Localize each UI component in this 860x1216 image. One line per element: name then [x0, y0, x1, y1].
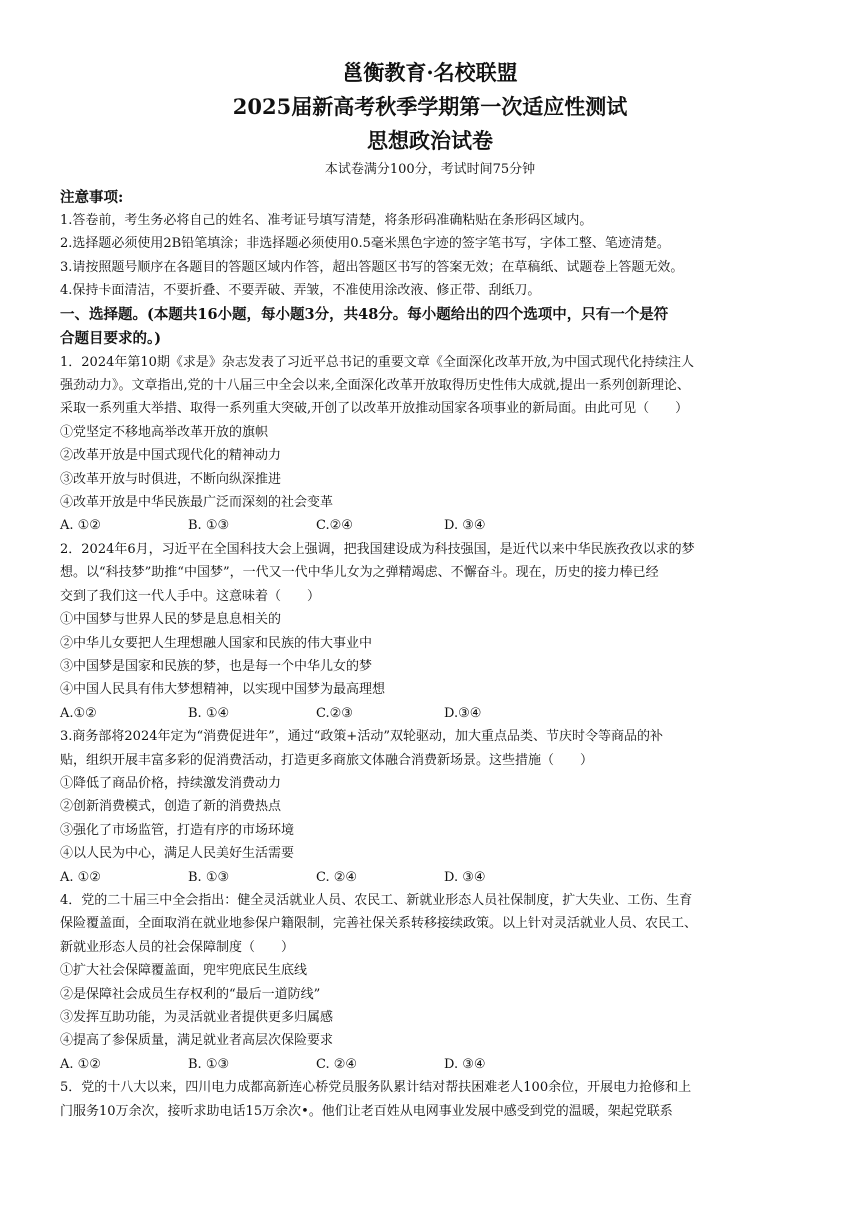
option-d: D. ③④	[444, 518, 486, 534]
option-d: D.③④	[444, 705, 482, 721]
question-5	[60, 1076, 800, 1123]
option-c: C.②③	[316, 705, 353, 721]
notice-item: 1.答卷前，考生务必将自己的姓名、准考证号填写清楚，将条形码准确粘贴在条形码区域内。	[60, 213, 593, 228]
option-a: A. ①②	[60, 1056, 101, 1072]
question-stem: 贴，组织开展丰富多彩的促消费活动，打造更多商旅文体融合消费新场景。这些措施（ ）	[60, 752, 594, 768]
title-line-3: 思想政治试卷	[367, 128, 493, 153]
statement-item: ④改革开放是中华民族最广泛而深刻的社会变革	[60, 495, 334, 511]
question-stem: 强劲动力》。文章指出,党的十八届三中全会以来,全面深化改革开放取得历史性伟大成就,提出一系列创新理论、	[60, 378, 690, 394]
option-a: A. ①②	[60, 869, 101, 885]
question-stem: 1．2024年第10期《求是》杂志发表了习近平总书记的重要文章《全面深化改革开放,为中国式现代化持续注人	[60, 354, 695, 370]
question-stem: 想。以“科技梦”助推“中国梦”，一代又一代中华儿女为之弹精竭虑、不懈奋斗。现在，历史的接力棒已经	[60, 565, 659, 581]
option-a: A. ①②	[60, 518, 101, 534]
option-b: B. ①④	[188, 705, 230, 721]
option-c: C. ②④	[316, 869, 358, 885]
option-b: B. ①③	[188, 518, 230, 534]
statement-item: ④以人民为中心，满足人民美好生活需要	[60, 846, 295, 862]
option-b: B. ①③	[188, 869, 230, 885]
question-4	[60, 889, 800, 1076]
answer-options	[60, 866, 800, 889]
statement-item: ②创新消费模式，创造了新的消费热点	[60, 799, 282, 815]
exam-info: 本试卷满分100分，考试时间75分钟	[324, 162, 536, 177]
question-2	[60, 538, 800, 725]
option-c: C.②④	[316, 518, 353, 534]
statement-item: ①扩大社会保障覆盖面，兜牢兜底民生底线	[60, 963, 308, 979]
statement-item: ③中国梦是国家和民族的梦，也是每一个中华儿女的梦	[60, 658, 373, 674]
statement-item: ②改革开放是中国式现代化的精神动力	[60, 448, 282, 464]
statement-item: ④中国人民具有伟大梦想精神，以实现中国梦为最高理想	[60, 682, 386, 698]
option-b: B. ①③	[188, 1056, 230, 1072]
answer-options	[60, 702, 800, 725]
question-stem: 2．2024年6月，习近平在全国科技大会上强调，把我国建设成为科技强国，是近代以来中华民族孜孜以求的梦	[60, 541, 695, 557]
statement-item: ④提高了参保质量，满足就业者高层次保险要求	[60, 1033, 334, 1049]
notice-item: 3.请按照题号顺序在各题目的答题区域内作答，超出答题区书写的答案无效；在草稿纸、试题卷上答题无效。	[60, 259, 684, 275]
question-stem: 3.商务部将2024年定为“消费促进年”，通过“政策+活动”双轮驱动，加大重点品类、节庆时令等商品的补	[60, 729, 663, 745]
question-stem: 新就业形态人员的社会保障制度（ ）	[60, 939, 295, 955]
option-d: D. ③④	[444, 869, 486, 885]
exam-page	[60, 56, 800, 1123]
question-1	[60, 351, 800, 538]
notice-heading: 注意事项:	[60, 189, 124, 206]
statement-item: ③强化了市场监管，打造有序的市场环境	[60, 822, 295, 838]
title-line-2: 2025届新高考秋季学期第一次适应性测试	[232, 94, 628, 119]
answer-options	[60, 514, 800, 537]
question-stem: 采取一系列重大举措、取得一系列重大突破,开创了以改革开放推动国家各项事业的新局面。由此可见（ ）	[60, 401, 689, 417]
statement-item: ②中华儿女要把人生理想融人国家和民族的伟大事业中	[60, 635, 373, 651]
question-stem: 门服务10万余次，接听求助电话15万余次•。他们让老百姓从电网事业发展中感受到党的温暖，架起党联系	[60, 1103, 673, 1119]
question-stem: 交到了我们这一代人手中。这意味着（ ）	[60, 588, 321, 604]
question-stem: 4．党的二十届三中全会指出：健全灵活就业人员、农民工、新就业形态人员社保制度，扩大失业、工伤、生育	[60, 892, 693, 908]
question-3	[60, 725, 800, 889]
statement-item: ②是保障社会成员生存权利的“最后一道防线”	[60, 986, 321, 1002]
title-line-1: 邕衡教育·名校联盟	[342, 60, 518, 85]
question-stem: 5．党的十八大以来，四川电力成都高新连心桥党员服务队累计结对帮扶困难老人100余位，开展电力抢修和上	[60, 1080, 692, 1096]
section-heading: 一、选择题。(本题共16小题，每小题3分，共48分。每小题给出的四个选项中，只有一个是符	[60, 305, 669, 323]
notice-item: 4.保持卡面清洁，不要折叠、不要弄破、弄皱，不准使用涂改液、修正带、刮纸刀。	[60, 283, 541, 299]
statement-item: ①降低了商品价格，持续激发消费动力	[60, 775, 282, 791]
section-heading-cont: 合题目要求的。)	[60, 329, 162, 347]
statement-item: ①党坚定不移地高举改革开放的旗帜	[60, 424, 269, 440]
option-a: A.①②	[60, 705, 97, 721]
answer-options	[60, 1053, 800, 1076]
notice-item: 2.选择题必须使用2B铅笔填涂；非选择题必须使用0.5毫米黑色字迹的签字笔书写，字体工整、笔迹清楚。	[60, 236, 670, 252]
question-stem: 保险覆盖面，全面取消在就业地参保户籍限制，完善社保关系转移接续政策。以上针对灵活就业人员、农民工、	[60, 916, 698, 932]
option-d: D. ③④	[444, 1056, 486, 1072]
option-c: C. ②④	[316, 1056, 358, 1072]
statement-item: ③发挥互助功能，为灵活就业者提供更多归属感	[60, 1010, 334, 1025]
statement-item: ③改革开放与时俱进，不断向纵深推进	[60, 471, 282, 487]
statement-item: ①中国梦与世界人民的梦是息息相关的	[60, 612, 282, 628]
